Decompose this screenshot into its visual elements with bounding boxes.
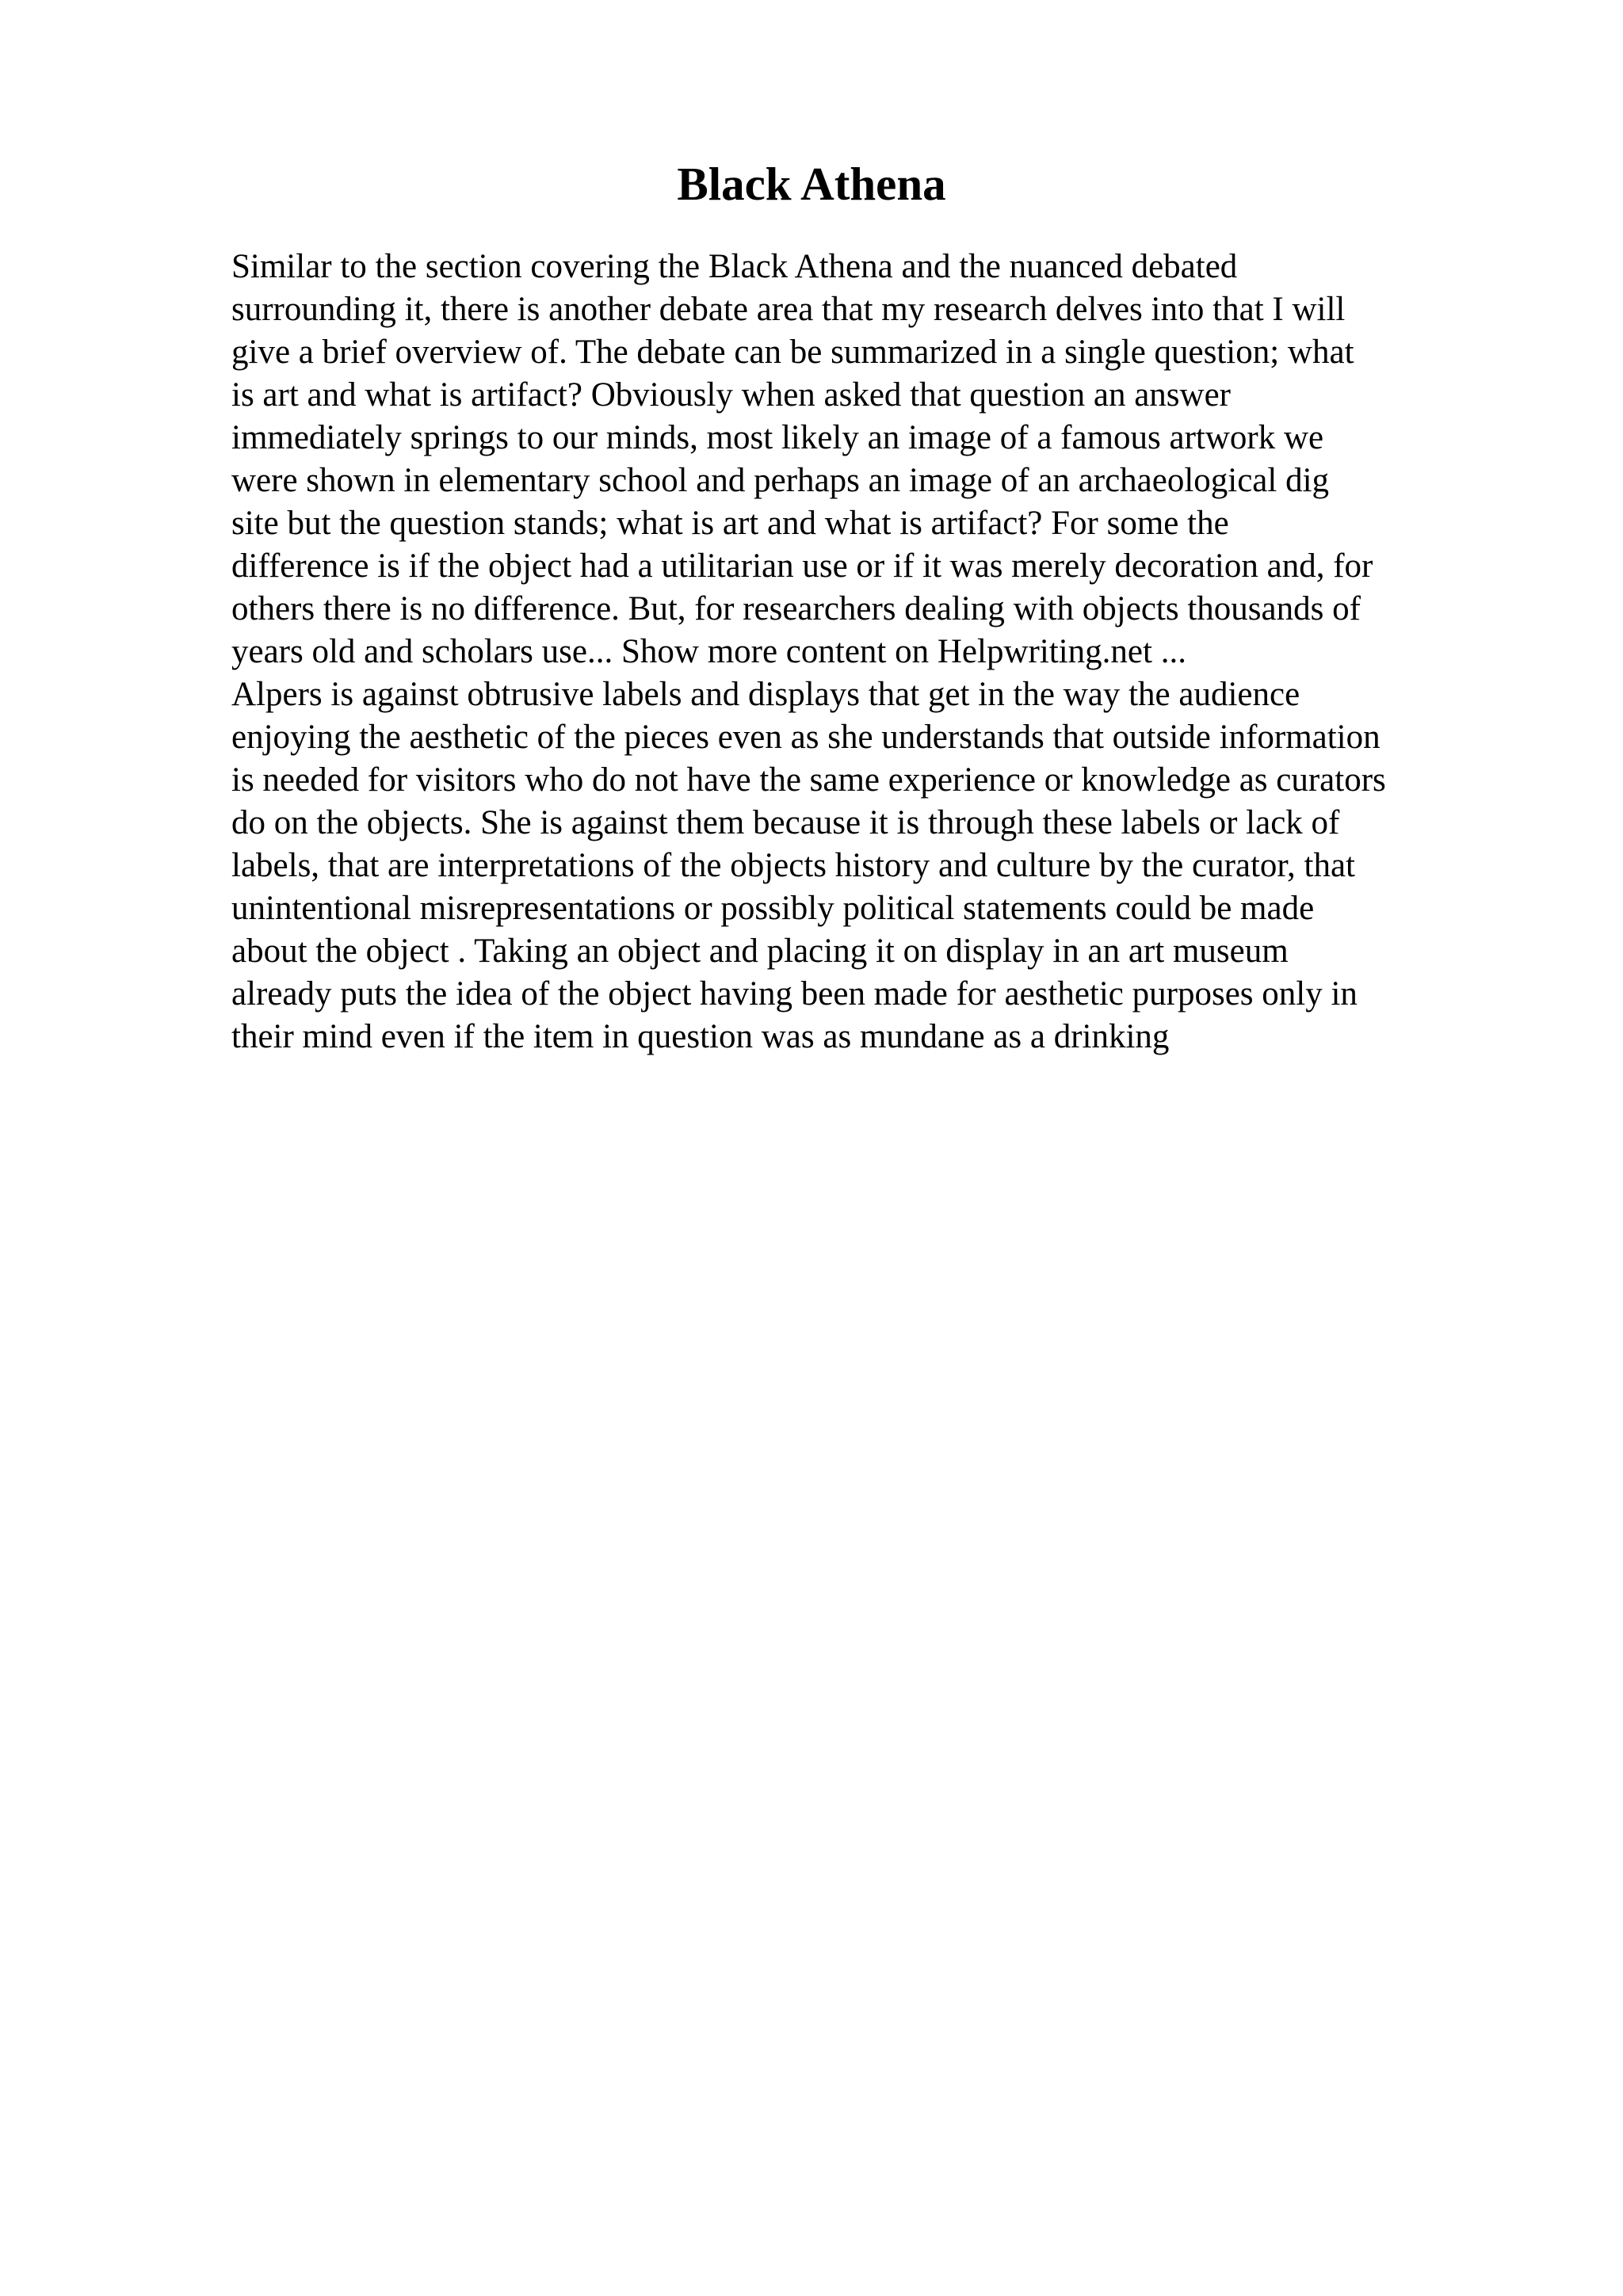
text-line: were shown in elementary school and perhaps an image of an archaeological dig (231, 462, 1330, 499)
text-line: do on the objects. She is against them because it is through these labels or lack of (231, 804, 1340, 841)
body-text (231, 246, 1499, 1058)
text-line: years old and scholars use... Show more content on Helpwriting.net ... (231, 633, 1186, 670)
text-line: is needed for visitors who do not have the same experience or knowledge as curators (231, 761, 1386, 799)
text-line: labels, that are interpretations of the objects history and culture by the curator, that (231, 847, 1355, 884)
text-line: others there is no difference. But, for researchers dealing with objects thousands of (231, 590, 1361, 627)
page-title: Black Athena (677, 158, 946, 210)
text-line: surrounding it, there is another debate area that my research delves into that I will (231, 291, 1346, 328)
text-line: Similar to the section covering the Black Athena and the nuanced debated (231, 248, 1238, 285)
text-line: immediately springs to our minds, most likely an image of a famous artwork we (231, 419, 1324, 456)
text-line: site but the question stands; what is art and what is artifact? For some the (231, 505, 1229, 542)
text-line: difference is if the object had a utilitarian use or if it was merely decoration and, for (231, 547, 1373, 585)
text-line: about the object . Taking an object and placing it on display in an art museum (231, 933, 1289, 970)
text-line: their mind even if the item in question was as mundane as a drinking (231, 1018, 1170, 1055)
text-line: unintentional misrepresentations or possibly political statements could be made (231, 890, 1315, 927)
text-line: give a brief overview of. The debate can be summarized in a single question; what (231, 334, 1354, 371)
text-line: already puts the idea of the object having been made for aesthetic purposes only in (231, 975, 1358, 1013)
text-line: Alpers is against obtrusive labels and displays that get in the way the audience (231, 676, 1300, 713)
text-line: is art and what is artifact? Obviously when asked that question an answer (231, 376, 1231, 414)
text-line: enjoying the aesthetic of the pieces even as she understands that outside information (231, 719, 1381, 756)
